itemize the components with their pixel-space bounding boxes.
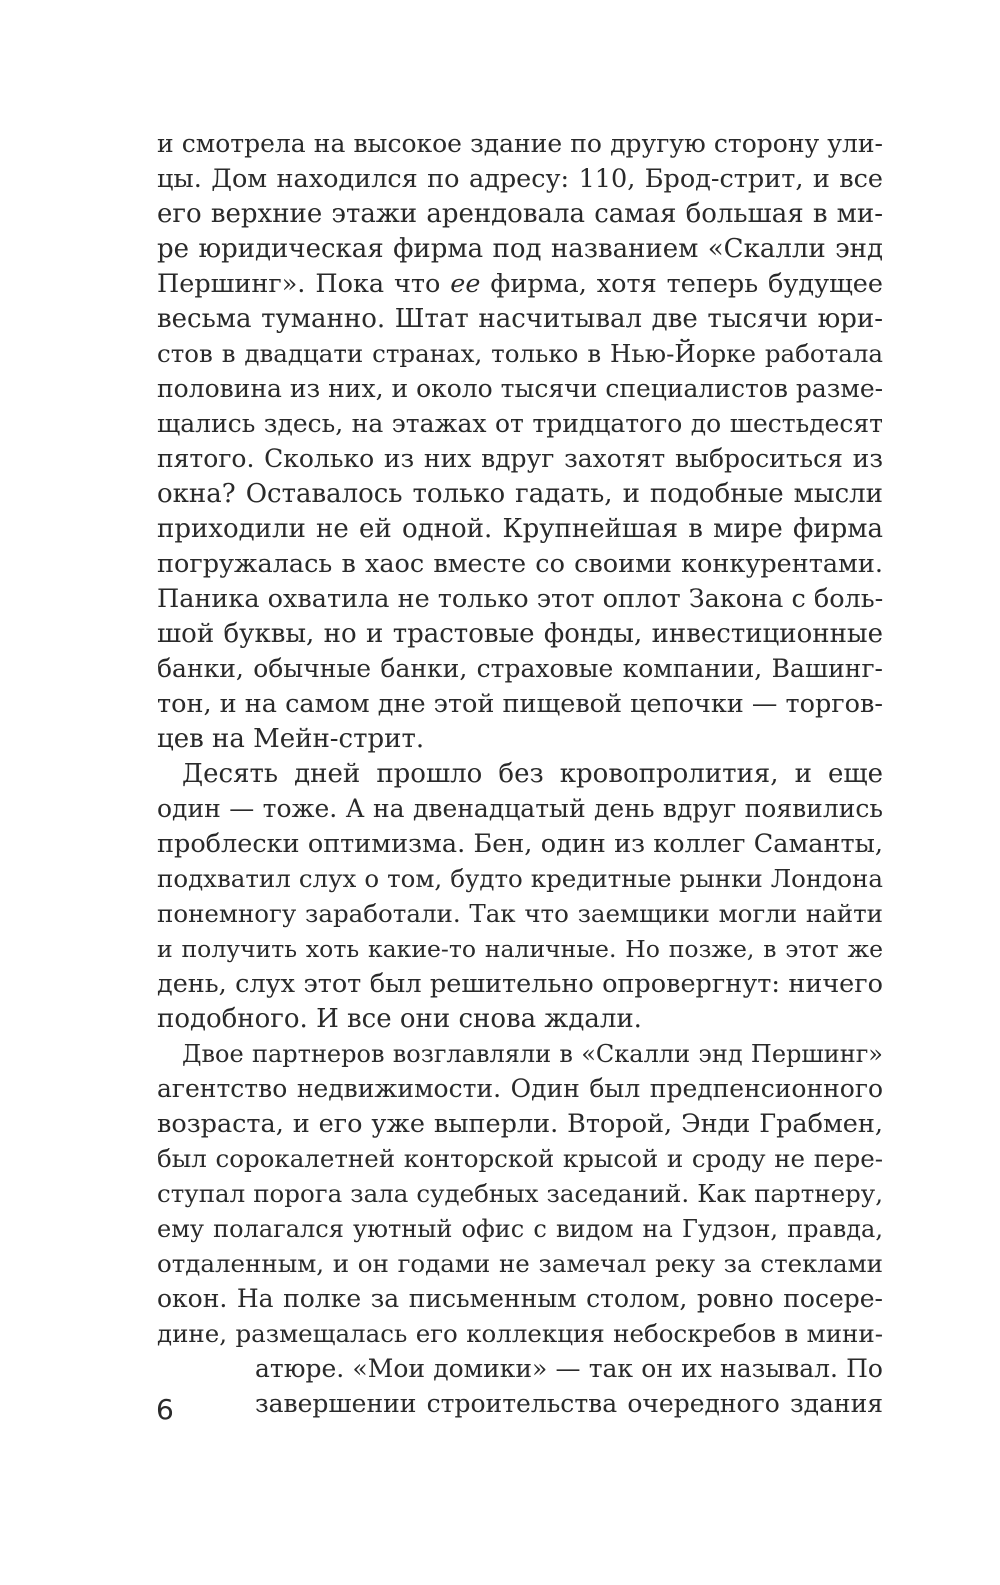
text-line: банки, обычные банки, страховые компании, Вашинг- — [157, 654, 883, 683]
text-line: ему полагался уютный офис с видом на Гудзон, правда, — [157, 1215, 883, 1243]
text-line: щались здесь, на этажах от тридцатого до шестьдесят — [157, 409, 883, 438]
text-line: цев на Мейн-стрит. — [157, 724, 425, 754]
page-number: 6 — [156, 1393, 174, 1426]
text-line: подобного. И все они снова ждали. — [157, 1004, 642, 1034]
text-line: атюре. «Мои домики» — так он их называл. По — [255, 1354, 883, 1383]
text-line: Двое партнеров возглавляли в «Скалли энд Першинг» — [182, 1040, 883, 1068]
text-line: Паника охватила не только этот оплот Закона с боль- — [157, 584, 884, 614]
text-line: понемногу заработали. Так что заемщики могли найти — [157, 899, 883, 928]
text-line: возраста, и его уже выперли. Второй, Энди Грабмен, — [157, 1109, 883, 1139]
text-line: окон. На полке за письменным столом, ровно посере- — [157, 1284, 883, 1313]
text-line: и смотрела на высокое здание по другую сторону ули- — [157, 129, 883, 158]
text-line: приходили не ей одной. Крупнейшая в мире фирма — [157, 514, 883, 544]
text-line: один — тоже. А на двенадцатый день вдруг появились — [157, 794, 883, 823]
emphasized-word: ее — [450, 269, 481, 299]
text-line: ре юридическая фирма под названием «Скалли энд — [157, 234, 883, 264]
text-line: погружалась в хаос вместе со своими конкурентами. — [157, 549, 883, 579]
text-line: был сорокалетней конторской крысой и сроду не пере- — [157, 1144, 883, 1173]
text-line: дине, размещалась его коллекция небоскребов в мини- — [157, 1319, 883, 1348]
text-line: цы. Дом находился по адресу: 110, Брод-стрит, и все — [157, 164, 883, 194]
text-line: день, слух этот был решительно опровергнут: ничего — [157, 969, 883, 999]
text-line: тон, и на самом дне этой пищевой цепочки — торгов- — [157, 689, 883, 719]
text-line: весьма туманно. Штат насчитывал две тысячи юри- — [157, 304, 883, 334]
text-line: его верхние этажи арендовала самая большая в ми- — [157, 199, 883, 229]
text-line: половина из них, и около тысячи специалистов разме- — [157, 374, 884, 403]
text-line: пятого. Сколько из них вдруг захотят выброситься из — [157, 444, 883, 473]
text-line: отдаленным, и он годами не замечал реку за стеклами — [157, 1249, 883, 1278]
text-line: ступал порога зала судебных заседаний. Как партнеру, — [157, 1179, 883, 1208]
text-line: завершении строительства очередного здания — [255, 1389, 883, 1418]
text-line: и получить хоть какие-то наличные. Но позже, в этот же — [157, 935, 883, 963]
text-line: Десять дней прошло без кровопролития, и еще — [182, 759, 883, 789]
text-line: стов в двадцати странах, только в Нью-Йорке работала — [157, 339, 883, 368]
text-line: Першинг». Пока что ее фирма, хотя теперь будущее — [157, 269, 883, 299]
text-line: окна? Оставалось только гадать, и подобные мысли — [157, 479, 883, 509]
text-line: проблески оптимизма. Бен, один из коллег Саманты, — [157, 829, 883, 859]
text-line: агентство недвижимости. Один был предпенсионного — [157, 1074, 883, 1103]
text-line: шой буквы, но и трастовые фонды, инвестиционные — [157, 619, 883, 649]
text-line: подхватил слух о том, будто кредитные рынки Лондона — [157, 864, 883, 893]
